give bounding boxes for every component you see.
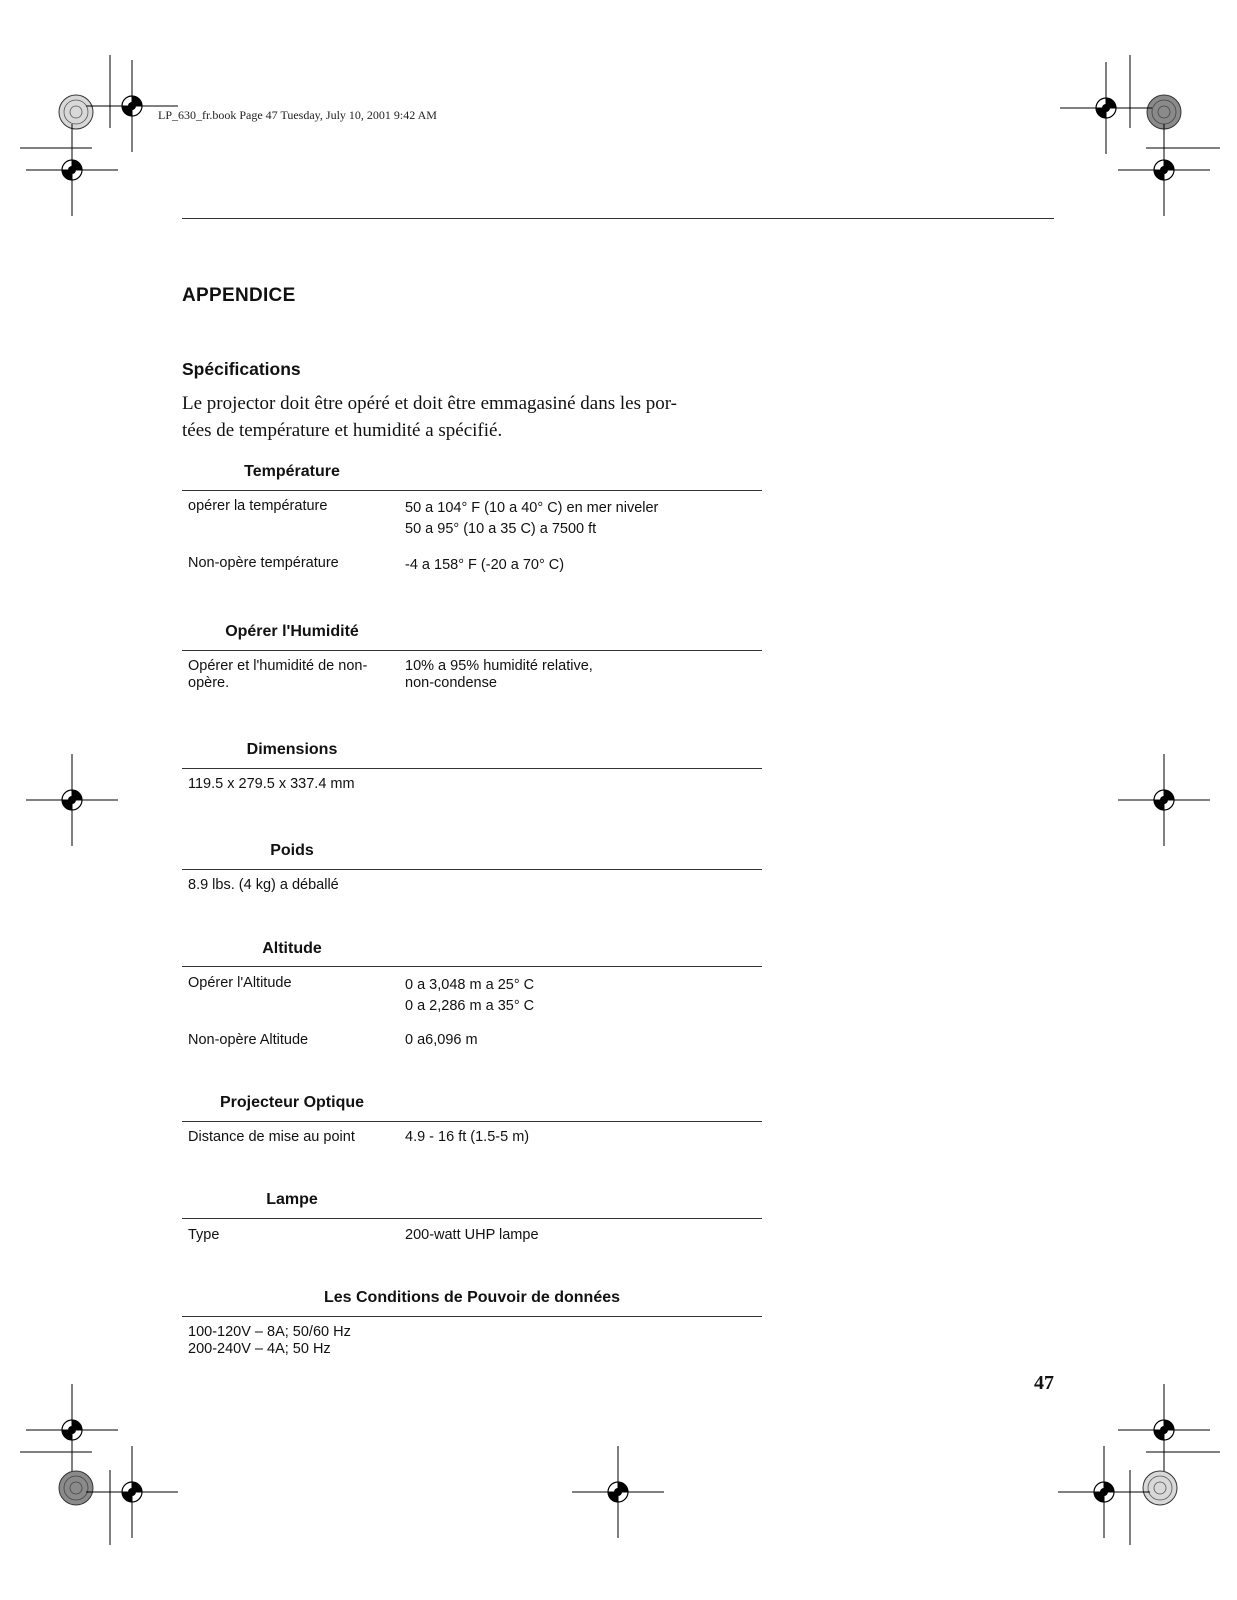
spec-label: Opérer l'Altitude bbox=[188, 975, 292, 991]
table-rule bbox=[182, 768, 762, 769]
crosshair-icon bbox=[1118, 1384, 1210, 1476]
spec-value: 0 a6,096 m bbox=[405, 1032, 478, 1048]
spec-value: 200-watt UHP lampe bbox=[405, 1227, 539, 1243]
spec-label: opérer la température bbox=[188, 498, 328, 514]
print-header: LP_630_fr.book Page 47 Tuesday, July 10, 2001 9:42 AM bbox=[158, 108, 437, 122]
crosshair-icon bbox=[1060, 62, 1152, 154]
spec-table-title: Projecteur Optique bbox=[219, 1094, 365, 1111]
spec-label: Opérer et l'humidité de non- bbox=[188, 658, 368, 674]
page-title: APPENDICE bbox=[182, 285, 296, 306]
spec-table-title: Poids bbox=[270, 842, 314, 859]
table-rule bbox=[182, 869, 762, 870]
spec-value: 4.9 - 16 ft (1.5-5 m) bbox=[405, 1129, 530, 1145]
spec-value: non-condense bbox=[405, 675, 497, 691]
spec-label: opère. bbox=[188, 675, 230, 691]
spec-value: 100-120V – 8A; 50/60 Hz bbox=[188, 1324, 351, 1340]
crosshair-icon bbox=[86, 60, 178, 152]
spec-value: 8.9 lbs. (4 kg) a déballé bbox=[188, 877, 339, 893]
crosshair-icon bbox=[1118, 754, 1210, 846]
spec-value: 10% a 95% humidité relative, bbox=[405, 658, 593, 674]
spec-value: 50 a 104° F (10 a 40° C) en mer niveler bbox=[405, 500, 659, 516]
crosshair-icon bbox=[1118, 124, 1210, 216]
starburst-icon bbox=[1143, 1471, 1177, 1505]
spec-label: Distance de mise au point bbox=[188, 1129, 355, 1145]
table-rule bbox=[182, 1218, 762, 1219]
spec-value: 0 a 2,286 m a 35° C bbox=[405, 998, 535, 1014]
crosshair-icon bbox=[1058, 1446, 1150, 1538]
spec-value: -4 a 158° F (-20 a 70° C) bbox=[405, 557, 565, 573]
spec-table-title: Opérer l'Humidité bbox=[225, 623, 359, 640]
table-rule bbox=[182, 650, 762, 651]
table-rule bbox=[182, 490, 762, 491]
spec-table-title: Température bbox=[244, 463, 340, 480]
crosshair-icon bbox=[26, 1384, 118, 1476]
spec-table-title: Dimensions bbox=[246, 741, 338, 758]
spec-value: 50 a 95° (10 a 35 C) a 7500 ft bbox=[405, 521, 597, 537]
starburst-icon bbox=[59, 95, 93, 129]
crosshair-icon bbox=[26, 124, 118, 216]
starburst-icon bbox=[1147, 95, 1181, 129]
spec-value: 119.5 x 279.5 x 337.4 mm bbox=[188, 776, 355, 792]
intro-line: Le projector doit être opéré et doit être emmagasiné dans les por- bbox=[182, 393, 678, 414]
starburst-icon bbox=[59, 1471, 93, 1505]
intro-paragraph bbox=[182, 390, 762, 444]
table-rule bbox=[182, 1121, 762, 1122]
spec-value: 200-240V – 4A; 50 Hz bbox=[188, 1341, 331, 1357]
intro-line: tées de température et humidité a spécifié. bbox=[182, 420, 503, 441]
spec-table-title: Lampe bbox=[266, 1191, 318, 1208]
spec-table-title: Les Conditions de Pouvoir de données bbox=[323, 1289, 621, 1306]
crosshair-icon bbox=[26, 754, 118, 846]
crosshair-icon bbox=[86, 1446, 178, 1538]
crosshair-icon bbox=[572, 1446, 664, 1538]
header-rule bbox=[182, 218, 1054, 219]
table-rule bbox=[182, 966, 762, 967]
page-number: 47 bbox=[1034, 1372, 1054, 1394]
spec-label: Type bbox=[188, 1227, 220, 1243]
spec-label: Non-opère température bbox=[188, 555, 339, 571]
table-rule bbox=[182, 1316, 762, 1317]
section-heading: Spécifications bbox=[182, 359, 301, 379]
spec-label: Non-opère Altitude bbox=[188, 1032, 309, 1048]
spec-table-title: Altitude bbox=[262, 940, 322, 957]
spec-value: 0 a 3,048 m a 25° C bbox=[405, 977, 535, 993]
